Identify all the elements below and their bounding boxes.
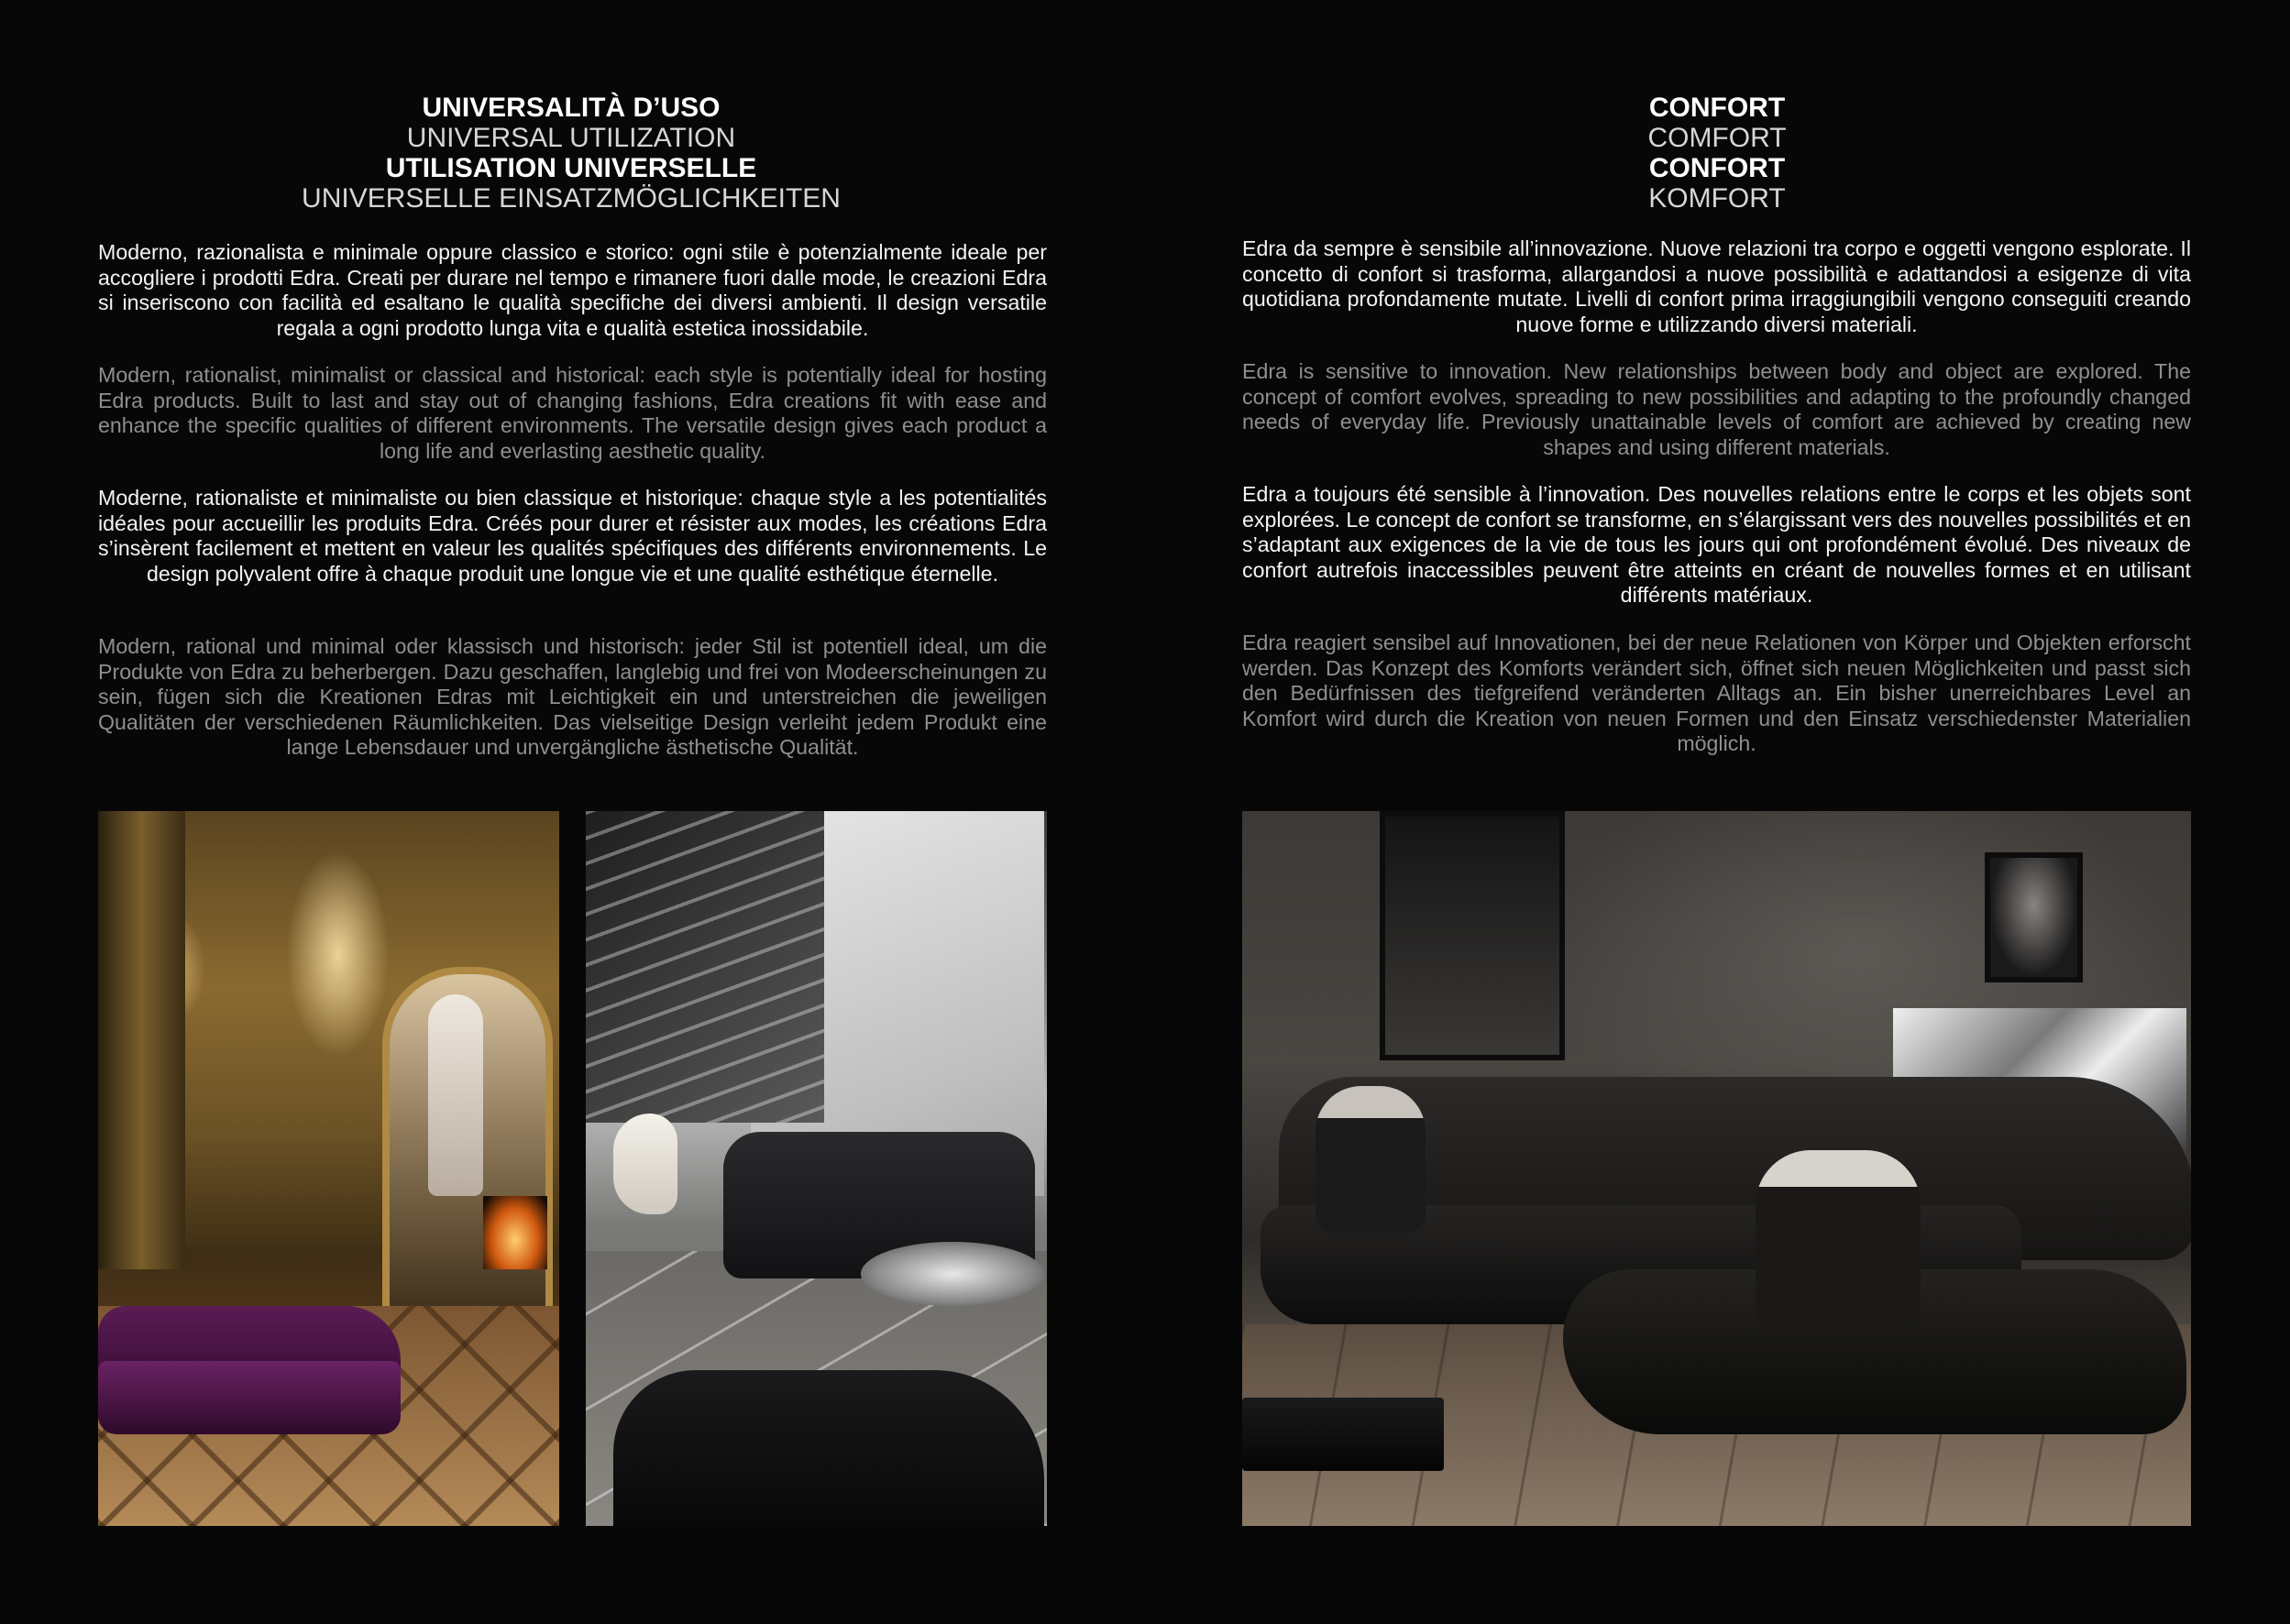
right-paragraph-en: Edra is sensitive to innovation. New relationships between body and object are explored. The concept of comfort evolves, spreading to new possibilities and adapting to the profoundly changed needs of everyday life. Previously unattainable levels of comfort are achieved by creating new shapes and using different materials.	[1242, 359, 2191, 459]
photo-detail	[613, 1370, 1044, 1526]
left-paragraph-it: Moderno, razionalista e minimale oppure classico e storico: ogni stile è potenzialmente ideale per accogliere i prodotti Edra. Creati per durare nel tempo e rimanere fuori dalle mode, le creazioni Edra si inseriscono con facilità ed esaltano le qualità specifiche dei diversi ambienti. Il design versatile regala a ogni prodotto lunga vita e qualità estetica inossidabile.	[98, 240, 1047, 340]
right-heading-fr: CONFORT	[1648, 153, 1786, 183]
lounge-sofa-photo	[1242, 811, 2191, 1526]
left-paragraph-fr: Moderne, rationaliste et minimaliste ou bien classique et historique: chaque style a les potentialités idéales pour accueillir les produits Edra. Créés pour durer et résister aux modes, les créations Edra s’insèrent facilement et mettent en valeur les qualités spécifiques des différents environnements. Le design polyvalent offre à chaque produit une longue vie et une qualité esthétique éternelle.	[98, 486, 1047, 586]
left-heading-en: UNIVERSAL UTILIZATION	[406, 123, 736, 153]
photo-detail	[98, 1306, 401, 1434]
photo-detail	[1380, 811, 1565, 1060]
right-heading	[1242, 93, 2192, 214]
photo-detail	[1756, 1150, 1921, 1333]
right-heading-de: KOMFORT	[1648, 183, 1786, 214]
photo-detail	[586, 811, 824, 1123]
photo-detail	[1242, 1398, 1444, 1471]
baroque-hall-photo	[98, 811, 559, 1526]
left-heading-it: UNIVERSALITÀ D’USO	[422, 93, 721, 123]
photo-detail	[428, 994, 483, 1196]
right-page	[1145, 0, 2290, 1624]
right-heading-it: CONFORT	[1648, 93, 1786, 123]
photo-detail	[98, 811, 185, 1269]
modern-interior-photo	[586, 811, 1047, 1526]
photo-detail	[1985, 852, 2083, 982]
right-paragraph-it: Edra da sempre è sensibile all’innovazione. Nuove relazioni tra corpo e oggetti vengono esplorate. Il concetto di confort si trasforma, allargandosi a nuove possibilità e adattandosi a esigenze di vita quotidiana profondamente mutate. Livelli di confort prima irraggiungibili vengono conseguiti creando nuove forme e utilizzando diversi materiali.	[1242, 236, 2191, 336]
left-heading-fr: UTILISATION UNIVERSELLE	[385, 153, 757, 183]
photo-detail	[483, 1196, 547, 1269]
photo-detail	[861, 1242, 1044, 1306]
photo-detail	[1316, 1086, 1426, 1233]
right-paragraph-fr: Edra a toujours été sensible à l’innovation. Des nouvelles relations entre le corps et les objets sont explorées. Le concept de confort se transforme, en s’élargissant vers des nouvelles possibilités et en s’adaptant aux exigences de la vie de tous les jours qui ont profondément évolué. Des niveaux de confort autrefois inaccessibles peuvent être atteints en créant de nouvelles formes et en utilisant différents matériaux.	[1242, 482, 2191, 608]
left-heading-de: UNIVERSELLE EINSATZMÖGLICHKEITEN	[302, 183, 841, 214]
left-paragraph-en: Modern, rationalist, minimalist or classical and historical: each style is potentially ideal for hosting Edra products. Built to last and stay out of changing fashions, Edra creations fit with ease and enhance the specific qualities of different environments. The versatile design gives each product a long life and everlasting aesthetic quality.	[98, 363, 1047, 463]
left-heading	[96, 93, 1046, 214]
right-heading-en: COMFORT	[1647, 123, 1787, 153]
photo-detail	[98, 1361, 401, 1434]
left-paragraph-de: Modern, rational und minimal oder klassisch und historisch: jeder Stil ist potentiell ideal, um die Produkte von Edra zu beherbergen. Dazu geschaffen, langlebig und frei von Modeerscheinungen zu sein, fügen sich die Kreationen Edras mit Leichtigkeit ein und unterstreichen die jeweiligen Qualitäten der verschiedenen Räumlichkeiten. Das vielseitige Design verleiht jedem Produkt eine lange Lebensdauer und unvergängliche ästhetische Qualität.	[98, 634, 1047, 760]
right-paragraph-de: Edra reagiert sensibel auf Innovationen, bei der neue Relationen von Körper und Objekten erforscht werden. Das Konzept des Komforts verändert sich, öffnet sich neuen Möglichkeiten und passt sich den Bedürfnissen des tiefgreifend veränderten Alltags an. Ein bisher unerreichbares Level an Komfort wird durch die Kreation von neuen Formen und den Einsatz verschiedenster Materialien möglich.	[1242, 631, 2191, 756]
photo-detail	[613, 1114, 677, 1214]
